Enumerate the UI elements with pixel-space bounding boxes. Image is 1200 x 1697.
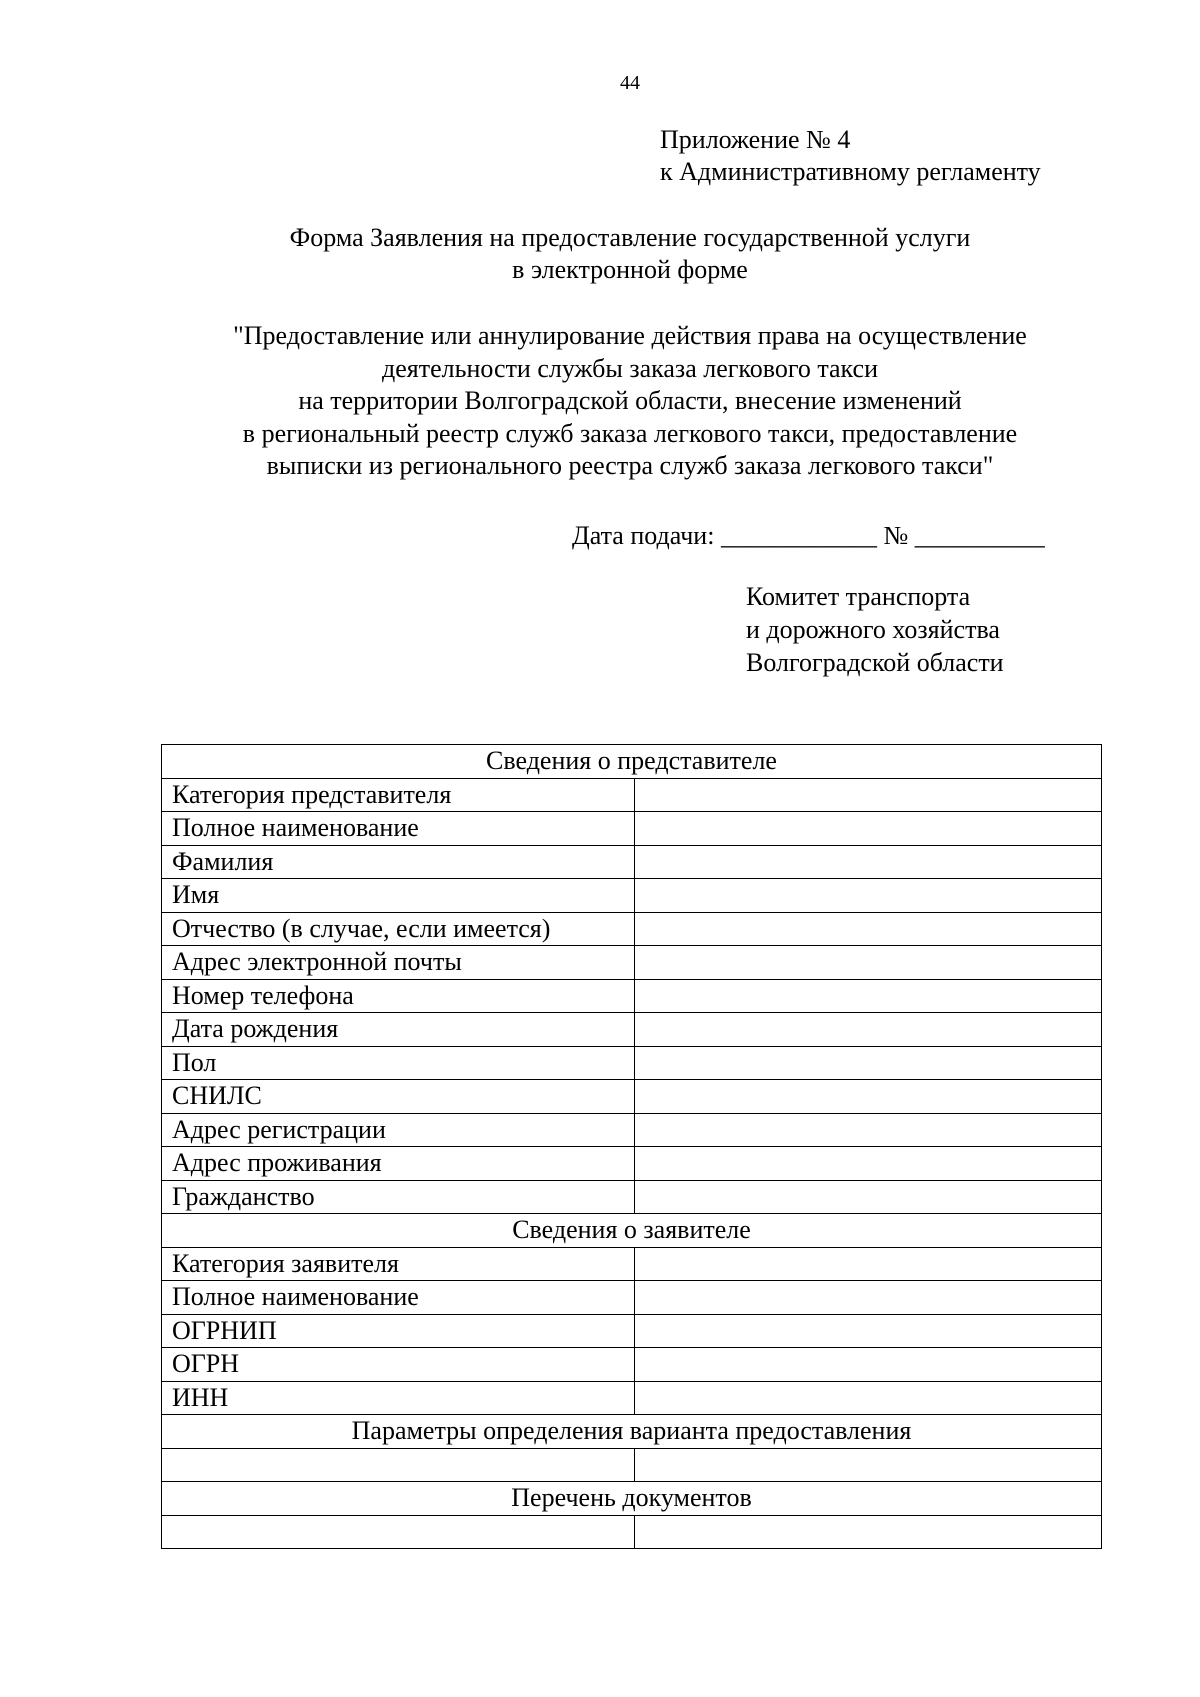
empty-cell[interactable] (635, 1448, 1102, 1482)
table-row (162, 1013, 1102, 1047)
submission-line (572, 520, 1045, 552)
service-title-line: выписки из регионального реестра служб заказа легкового такси" (266, 451, 994, 480)
submission-date-field[interactable]: ____________ (720, 521, 877, 550)
table-row (162, 946, 1102, 980)
table-row (162, 1381, 1102, 1415)
field-value-cell[interactable] (635, 1247, 1102, 1281)
form-title-line-2: в электронной форме (512, 255, 748, 284)
field-value-cell[interactable] (635, 912, 1102, 946)
field-label: Категория представителя (162, 778, 635, 812)
field-label: Адрес регистрации (162, 1113, 635, 1147)
annex-block (660, 124, 1041, 188)
field-label: Пол (162, 1046, 635, 1080)
empty-cell[interactable] (635, 1515, 1102, 1549)
field-value-cell[interactable] (635, 946, 1102, 980)
field-value-cell[interactable] (635, 979, 1102, 1013)
field-label: ИНН (162, 1381, 635, 1415)
table-row (162, 1080, 1102, 1114)
table-row (162, 1180, 1102, 1214)
recipient-block (746, 580, 1004, 679)
table-row (162, 1147, 1102, 1181)
field-label: Гражданство (162, 1180, 635, 1214)
table-row (162, 778, 1102, 812)
service-title (0, 320, 1200, 483)
section-heading: Параметры определения варианта предоставления (162, 1415, 1102, 1449)
field-label: Дата рождения (162, 1013, 635, 1047)
submission-number-label: № (883, 521, 909, 550)
field-label: Адрес электронной почты (162, 946, 635, 980)
section-heading-row (162, 1415, 1102, 1449)
field-value-cell[interactable] (635, 812, 1102, 846)
page-number: 44 (620, 72, 640, 94)
table-row (162, 879, 1102, 913)
field-value-cell[interactable] (635, 1180, 1102, 1214)
service-title-line: "Предоставление или аннулирование действия права на осуществление (233, 321, 1027, 350)
field-value-cell[interactable] (635, 1113, 1102, 1147)
table-row (162, 845, 1102, 879)
table-row (162, 1046, 1102, 1080)
field-value-cell[interactable] (635, 1314, 1102, 1348)
field-value-cell[interactable] (635, 778, 1102, 812)
recipient-line: Волгоградской области (746, 648, 1004, 677)
field-value-cell[interactable] (635, 879, 1102, 913)
service-title-line: в региональный реестр служб заказа легкового такси, предоставление (242, 418, 1018, 448)
field-value-cell[interactable] (635, 1381, 1102, 1415)
submission-date-label: Дата подачи: (572, 521, 715, 550)
field-value-cell[interactable] (635, 1281, 1102, 1315)
field-label: Категория заявителя (162, 1247, 635, 1281)
table-row (162, 1314, 1102, 1348)
submission-number-field[interactable]: __________ (914, 521, 1045, 550)
field-label: Полное наименование (162, 1281, 635, 1315)
table-row (162, 1247, 1102, 1281)
field-label: ОГРНИП (162, 1314, 635, 1348)
recipient-line: и дорожного хозяйства (746, 615, 1000, 644)
field-label: ОГРН (162, 1348, 635, 1382)
field-label: Адрес проживания (162, 1147, 635, 1181)
section-heading: Сведения о заявителе (162, 1214, 1102, 1248)
annex-line-2: к Административному регламенту (660, 157, 1041, 186)
table-row (162, 1281, 1102, 1315)
table-row (162, 812, 1102, 846)
field-label: Фамилия (162, 845, 635, 879)
table-row (162, 1348, 1102, 1382)
field-label: Отчество (в случае, если имеется) (162, 912, 635, 946)
service-title-line: на территории Волгоградской области, внесение изменений (298, 386, 962, 415)
field-value-cell[interactable] (635, 1013, 1102, 1047)
table-row (162, 912, 1102, 946)
field-label: Номер телефона (162, 979, 635, 1013)
section-heading-row (162, 1482, 1102, 1516)
field-value-cell[interactable] (635, 1348, 1102, 1382)
application-form-table (161, 744, 1102, 1549)
field-label: Полное наименование (162, 812, 635, 846)
annex-line-1: Приложение № 4 (660, 125, 851, 154)
section-heading: Перечень документов (162, 1482, 1102, 1516)
field-label: СНИЛС (162, 1080, 635, 1114)
section-heading-row (162, 1214, 1102, 1248)
recipient-line: Комитет транспорта (746, 582, 971, 611)
table-row (162, 1448, 1102, 1482)
field-value-cell[interactable] (635, 1046, 1102, 1080)
empty-cell[interactable] (162, 1448, 635, 1482)
form-title-line-1: Форма Заявления на предоставление государственной услуги (289, 223, 971, 252)
empty-cell[interactable] (162, 1515, 635, 1549)
field-value-cell[interactable] (635, 1080, 1102, 1114)
table-row (162, 1113, 1102, 1147)
table-row (162, 1515, 1102, 1549)
section-heading-row (162, 745, 1102, 779)
table-row (162, 979, 1102, 1013)
section-heading: Сведения о представителе (162, 745, 1102, 779)
field-value-cell[interactable] (635, 1147, 1102, 1181)
form-title (0, 222, 1200, 286)
field-label: Имя (162, 879, 635, 913)
field-value-cell[interactable] (635, 845, 1102, 879)
service-title-line: деятельности службы заказа легкового такси (382, 353, 878, 383)
